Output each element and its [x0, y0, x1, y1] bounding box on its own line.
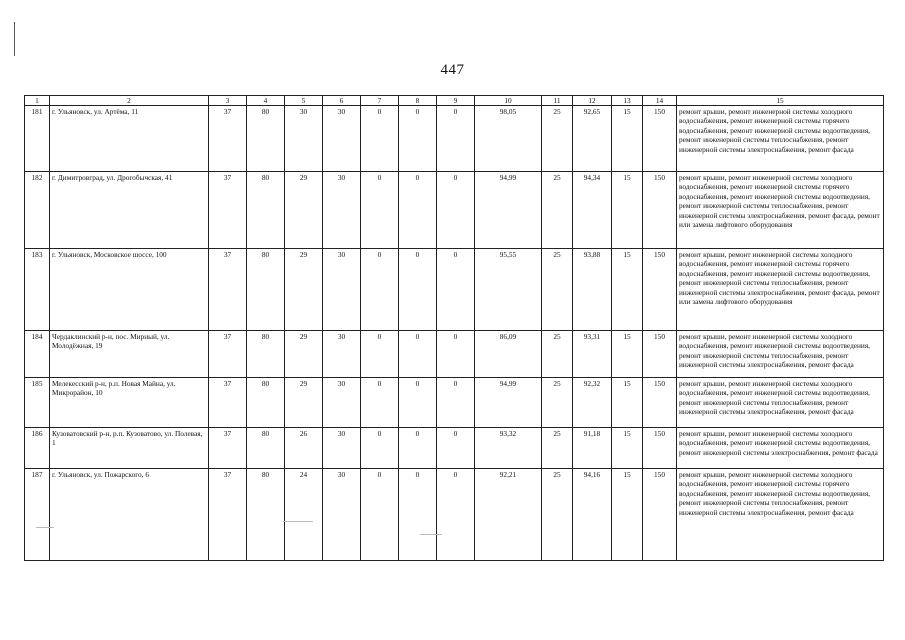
column-header-7: 7 [361, 96, 399, 106]
repair-works-cell: ремонт крыши, ремонт инженерной системы холодного водоснабжения, ремонт инженерной системы горячего водоснабжения, ремонт инженерной системы водоотведения, ремонт инженерной системы теплоснабжения, ремонт инженерной системы электроснабжения, ремонт фасада [677, 469, 884, 561]
value-cell-col-9: 0 [437, 331, 475, 378]
repair-works-cell: ремонт крыши, ремонт инженерной системы холодного водоснабжения, ремонт инженерной системы водоотведения, ремонт инженерной системы теплоснабжения, ремонт инженерной системы электроснабжения, ремонт фасада [677, 378, 884, 428]
value-cell-col-12: 93,88 [573, 249, 612, 331]
value-cell-col-10: 93,32 [475, 428, 542, 469]
value-cell-col-14: 150 [643, 249, 677, 331]
value-cell-col-7: 0 [361, 172, 399, 249]
value-cell-col-10: 94,99 [475, 172, 542, 249]
value-cell-col-12: 92,32 [573, 378, 612, 428]
scan-speck [283, 521, 313, 522]
column-header-10: 10 [475, 96, 542, 106]
value-cell-col-7: 0 [361, 428, 399, 469]
value-cell-col-8: 0 [399, 249, 437, 331]
value-cell-col-9: 0 [437, 378, 475, 428]
table-row [25, 106, 884, 172]
repair-schedule-table [24, 95, 884, 561]
value-cell-col-6: 30 [323, 106, 361, 172]
value-cell-col-13: 15 [612, 249, 643, 331]
column-header-14: 14 [643, 96, 677, 106]
value-cell-col-6: 30 [323, 469, 361, 561]
value-cell-col-5: 29 [285, 172, 323, 249]
address-cell: г. Ульяновск, ул. Пожарского, 6 [50, 469, 209, 561]
value-cell-col-12: 94,34 [573, 172, 612, 249]
value-cell-col-3: 37 [209, 469, 247, 561]
column-header-13: 13 [612, 96, 643, 106]
value-cell-col-14: 150 [643, 378, 677, 428]
value-cell-col-4: 80 [247, 172, 285, 249]
value-cell-col-13: 15 [612, 106, 643, 172]
value-cell-col-8: 0 [399, 172, 437, 249]
value-cell-col-4: 80 [247, 469, 285, 561]
table-row [25, 469, 884, 561]
value-cell-col-6: 30 [323, 378, 361, 428]
value-cell-col-14: 150 [643, 469, 677, 561]
value-cell-col-4: 80 [247, 249, 285, 331]
column-header-4: 4 [247, 96, 285, 106]
value-cell-col-4: 80 [247, 106, 285, 172]
row-number-cell: 183 [25, 249, 50, 331]
value-cell-col-9: 0 [437, 106, 475, 172]
value-cell-col-5: 26 [285, 428, 323, 469]
row-number-cell: 186 [25, 428, 50, 469]
value-cell-col-4: 80 [247, 331, 285, 378]
address-cell: г. Ульяновск, ул. Артёма, 11 [50, 106, 209, 172]
value-cell-col-7: 0 [361, 106, 399, 172]
table-body [25, 106, 884, 561]
value-cell-col-7: 0 [361, 249, 399, 331]
value-cell-col-7: 0 [361, 469, 399, 561]
value-cell-col-13: 15 [612, 378, 643, 428]
value-cell-col-10: 92,21 [475, 469, 542, 561]
value-cell-col-8: 0 [399, 378, 437, 428]
value-cell-col-8: 0 [399, 331, 437, 378]
value-cell-col-6: 30 [323, 428, 361, 469]
value-cell-col-3: 37 [209, 106, 247, 172]
value-cell-col-10: 98,05 [475, 106, 542, 172]
column-header-1: 1 [25, 96, 50, 106]
value-cell-col-5: 29 [285, 249, 323, 331]
value-cell-col-5: 30 [285, 106, 323, 172]
row-number-cell: 185 [25, 378, 50, 428]
value-cell-col-6: 30 [323, 331, 361, 378]
repair-works-cell: ремонт крыши, ремонт инженерной системы холодного водоснабжения, ремонт инженерной системы горячего водоснабжения, ремонт инженерной системы водоотведения, ремонт инженерной системы теплоснабжения, ремонт инженерной системы электроснабжения, ремонт фасада, ремонт или замена лифтового оборудования [677, 249, 884, 331]
table-row [25, 331, 884, 378]
value-cell-col-10: 86,09 [475, 331, 542, 378]
value-cell-col-11: 25 [542, 428, 573, 469]
table-header-row [25, 96, 884, 106]
value-cell-col-5: 29 [285, 378, 323, 428]
column-header-8: 8 [399, 96, 437, 106]
value-cell-col-7: 0 [361, 378, 399, 428]
value-cell-col-12: 93,31 [573, 331, 612, 378]
value-cell-col-14: 150 [643, 172, 677, 249]
column-header-12: 12 [573, 96, 612, 106]
column-header-2: 2 [50, 96, 209, 106]
column-header-3: 3 [209, 96, 247, 106]
address-cell: Кузоватовский р-н, р.п. Кузоватово, ул. Полевая, 1 [50, 428, 209, 469]
table-row [25, 249, 884, 331]
value-cell-col-6: 30 [323, 249, 361, 331]
column-header-9: 9 [437, 96, 475, 106]
value-cell-col-14: 150 [643, 331, 677, 378]
row-number-cell: 182 [25, 172, 50, 249]
value-cell-col-12: 91,18 [573, 428, 612, 469]
value-cell-col-13: 15 [612, 428, 643, 469]
repair-works-cell: ремонт крыши, ремонт инженерной системы холодного водоснабжения, ремонт инженерной системы горячего водоснабжения, ремонт инженерной системы водоотведения, ремонт инженерной системы теплоснабжения, ремонт инженерной системы электроснабжения, ремонт фасада, ремонт или замена лифтового оборудования [677, 172, 884, 249]
scan-speck [420, 534, 442, 535]
value-cell-col-11: 25 [542, 469, 573, 561]
value-cell-col-13: 15 [612, 172, 643, 249]
value-cell-col-3: 37 [209, 428, 247, 469]
value-cell-col-14: 150 [643, 106, 677, 172]
value-cell-col-10: 95,55 [475, 249, 542, 331]
value-cell-col-9: 0 [437, 428, 475, 469]
value-cell-col-7: 0 [361, 331, 399, 378]
value-cell-col-3: 37 [209, 249, 247, 331]
table-row [25, 172, 884, 249]
repair-works-cell: ремонт крыши, ремонт инженерной системы холодного водоснабжения, ремонт инженерной системы водоотведения, ремонт инженерной системы теплоснабжения, ремонт инженерной системы электроснабжения, ремонт фасада [677, 331, 884, 378]
value-cell-col-3: 37 [209, 378, 247, 428]
value-cell-col-12: 94,16 [573, 469, 612, 561]
column-header-11: 11 [542, 96, 573, 106]
value-cell-col-8: 0 [399, 428, 437, 469]
value-cell-col-5: 29 [285, 331, 323, 378]
value-cell-col-11: 25 [542, 378, 573, 428]
column-header-5: 5 [285, 96, 323, 106]
row-number-cell: 187 [25, 469, 50, 561]
value-cell-col-12: 92,65 [573, 106, 612, 172]
value-cell-col-10: 94,99 [475, 378, 542, 428]
page-number: 447 [440, 62, 465, 78]
value-cell-col-5: 24 [285, 469, 323, 561]
value-cell-col-11: 25 [542, 106, 573, 172]
address-cell: г. Ульяновск, Московское шоссе, 100 [50, 249, 209, 331]
scan-margin-line [14, 22, 15, 56]
column-header-15: 15 [677, 96, 884, 106]
value-cell-col-9: 0 [437, 172, 475, 249]
value-cell-col-9: 0 [437, 249, 475, 331]
value-cell-col-14: 150 [643, 428, 677, 469]
table-row [25, 428, 884, 469]
value-cell-col-8: 0 [399, 469, 437, 561]
row-number-cell: 181 [25, 106, 50, 172]
value-cell-col-4: 80 [247, 378, 285, 428]
repair-works-cell: ремонт крыши, ремонт инженерной системы холодного водоснабжения, ремонт инженерной системы горячего водоснабжения, ремонт инженерной системы водоотведения, ремонт инженерной системы теплоснабжения, ремонт инженерной системы электроснабжения, ремонт фасада [677, 106, 884, 172]
value-cell-col-11: 25 [542, 249, 573, 331]
column-header-6: 6 [323, 96, 361, 106]
address-cell: г. Димитровград, ул. Дрогобычская, 41 [50, 172, 209, 249]
value-cell-col-3: 37 [209, 331, 247, 378]
value-cell-col-13: 15 [612, 469, 643, 561]
scan-speck [36, 527, 54, 528]
address-cell: Мелекесский р-н, р.п. Новая Майна, ул. Микрорайон, 10 [50, 378, 209, 428]
value-cell-col-9: 0 [437, 469, 475, 561]
value-cell-col-8: 0 [399, 106, 437, 172]
value-cell-col-11: 25 [542, 331, 573, 378]
row-number-cell: 184 [25, 331, 50, 378]
value-cell-col-6: 30 [323, 172, 361, 249]
address-cell: Чердаклинский р-н, пос. Мирный, ул. Молодёжная, 19 [50, 331, 209, 378]
table-row [25, 378, 884, 428]
value-cell-col-3: 37 [209, 172, 247, 249]
value-cell-col-13: 15 [612, 331, 643, 378]
value-cell-col-4: 80 [247, 428, 285, 469]
repair-works-cell: ремонт крыши, ремонт инженерной системы холодного водоснабжения, ремонт инженерной системы водоотведения, ремонт инженерной системы электроснабжения, ремонт фасада [677, 428, 884, 469]
value-cell-col-11: 25 [542, 172, 573, 249]
